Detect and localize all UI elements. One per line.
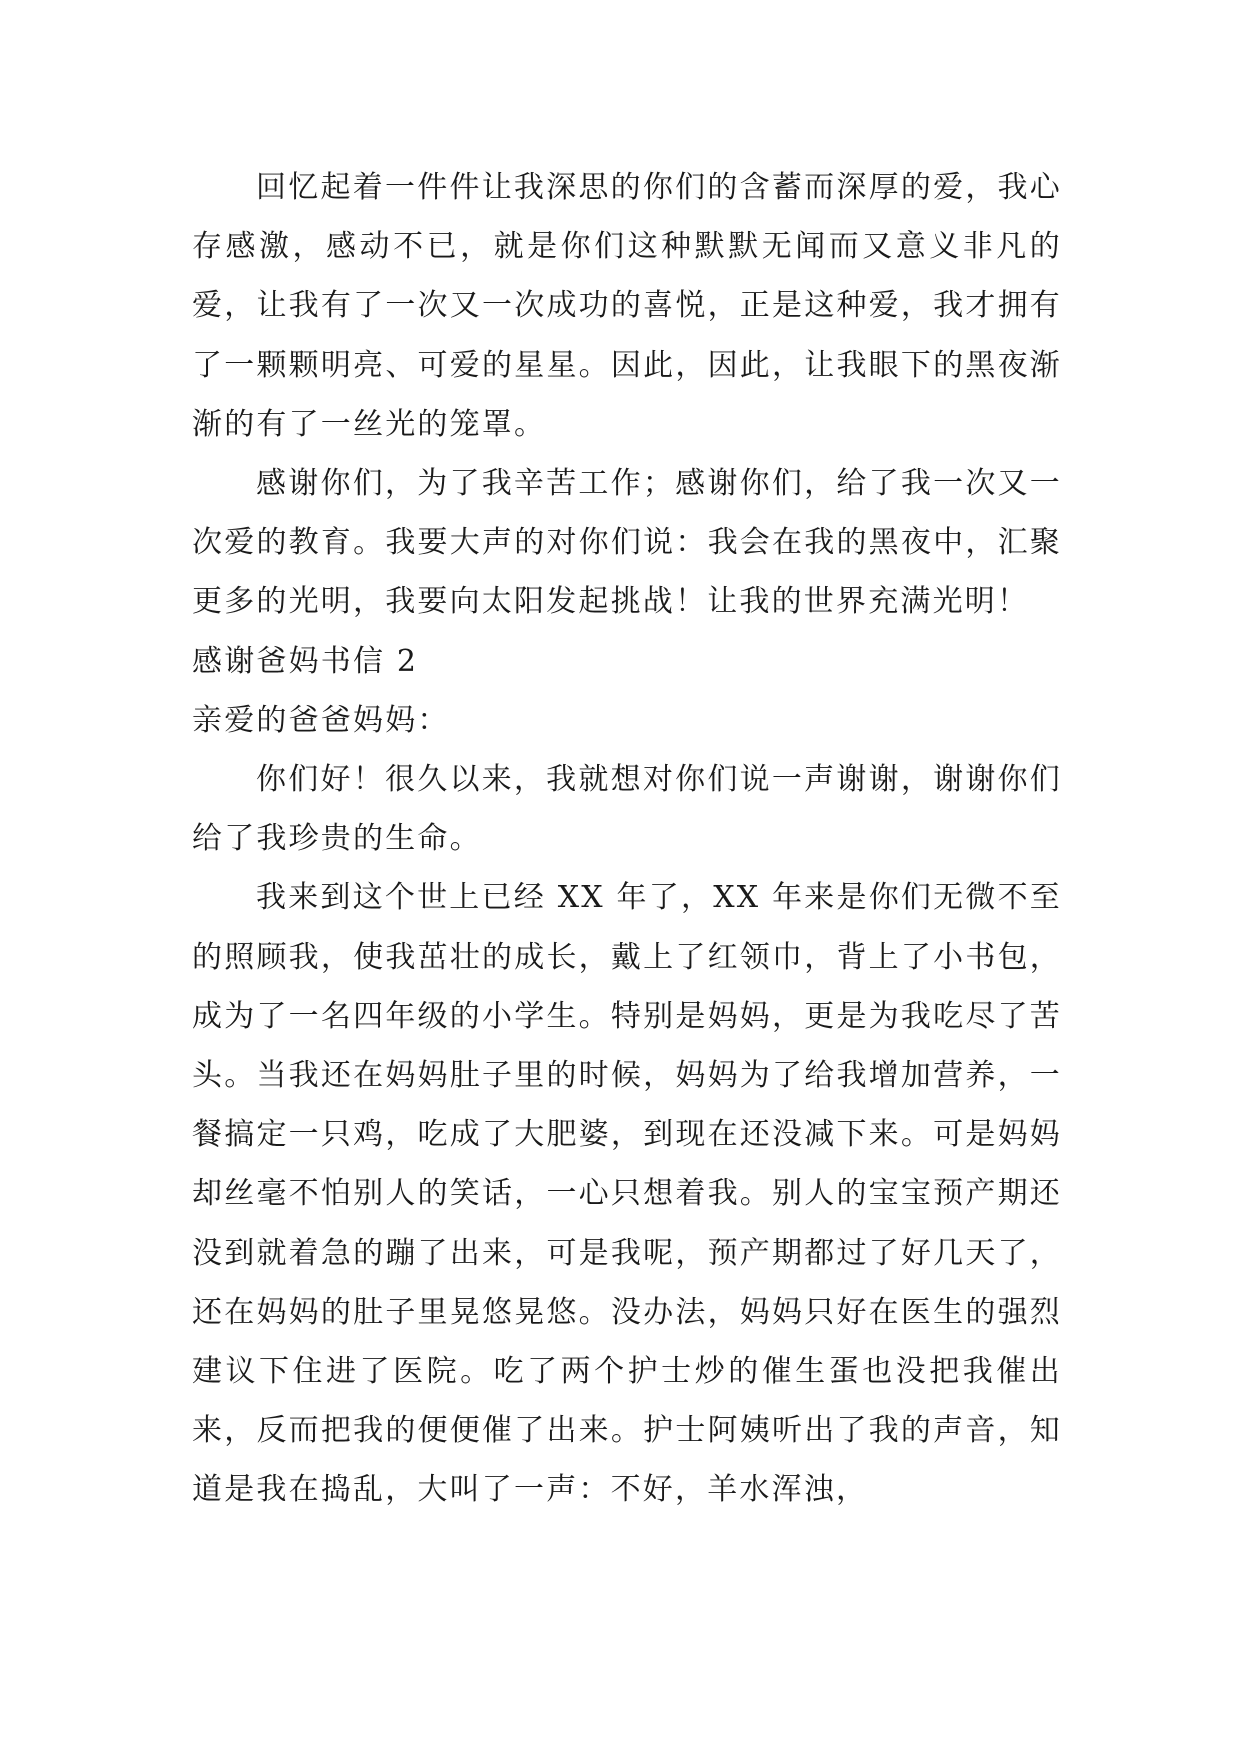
paragraph-thanks-declaration: 感谢你们，为了我辛苦工作；感谢你们，给了我一次又一次爱的教育。我要大声的对你们说：我会在我的黑夜中，汇聚更多的光明，我要向太阳发起挑战！让我的世界充满光明！ (192, 466, 1062, 620)
paragraph-birth-story: 我来到这个世上已经 XX 年了，XX 年来是你们无微不至的照顾我，使我茁壮的成长，戴上了红领巾，背上了小书包，成为了一名四年级的小学生。特别是妈妈，更是为我吃尽了苦头。当我还在妈妈肚子里的时候，妈妈为了给我增加营养，一餐搞定一只鸡，吃成了大肥婆，到现在还没减下来。可是妈妈却丝毫不怕别人的笑话，一心只想着我。别人的宝宝预产期还没到就着急的蹦了出来，可是我呢，预产期都过了好几天了，还在妈妈的肚子里晃悠晃悠。没办法，妈妈只好在医生的强烈建议下住进了医院。吃了两个护士炒的催生蛋也没把我催出来，反而把我的便便催了出来。护士阿姨听出了我的声音，知道是我在捣乱，大叫了一声：不好，羊水浑浊， (192, 880, 1062, 1508)
document-page (192, 158, 1062, 1520)
letter-title: 感谢爸妈书信 2 (192, 643, 419, 679)
paragraph-greeting: 你们好！很久以来，我就想对你们说一声谢谢，谢谢你们给了我珍贵的生命。 (192, 762, 1062, 857)
letter-salutation: 亲爱的爸爸妈妈： (192, 702, 450, 738)
paragraph-gratitude-reflection: 回忆起着一件件让我深思的你们的含蓄而深厚的爱，我心存感激，感动不已，就是你们这种默默无闻而又意义非凡的爱，让我有了一次又一次成功的喜悦，正是这种爱，我才拥有了一颗颗明亮、可爱的星星。因此，因此，让我眼下的黑夜渐渐的有了一丝光的笼罩。 (192, 170, 1062, 442)
